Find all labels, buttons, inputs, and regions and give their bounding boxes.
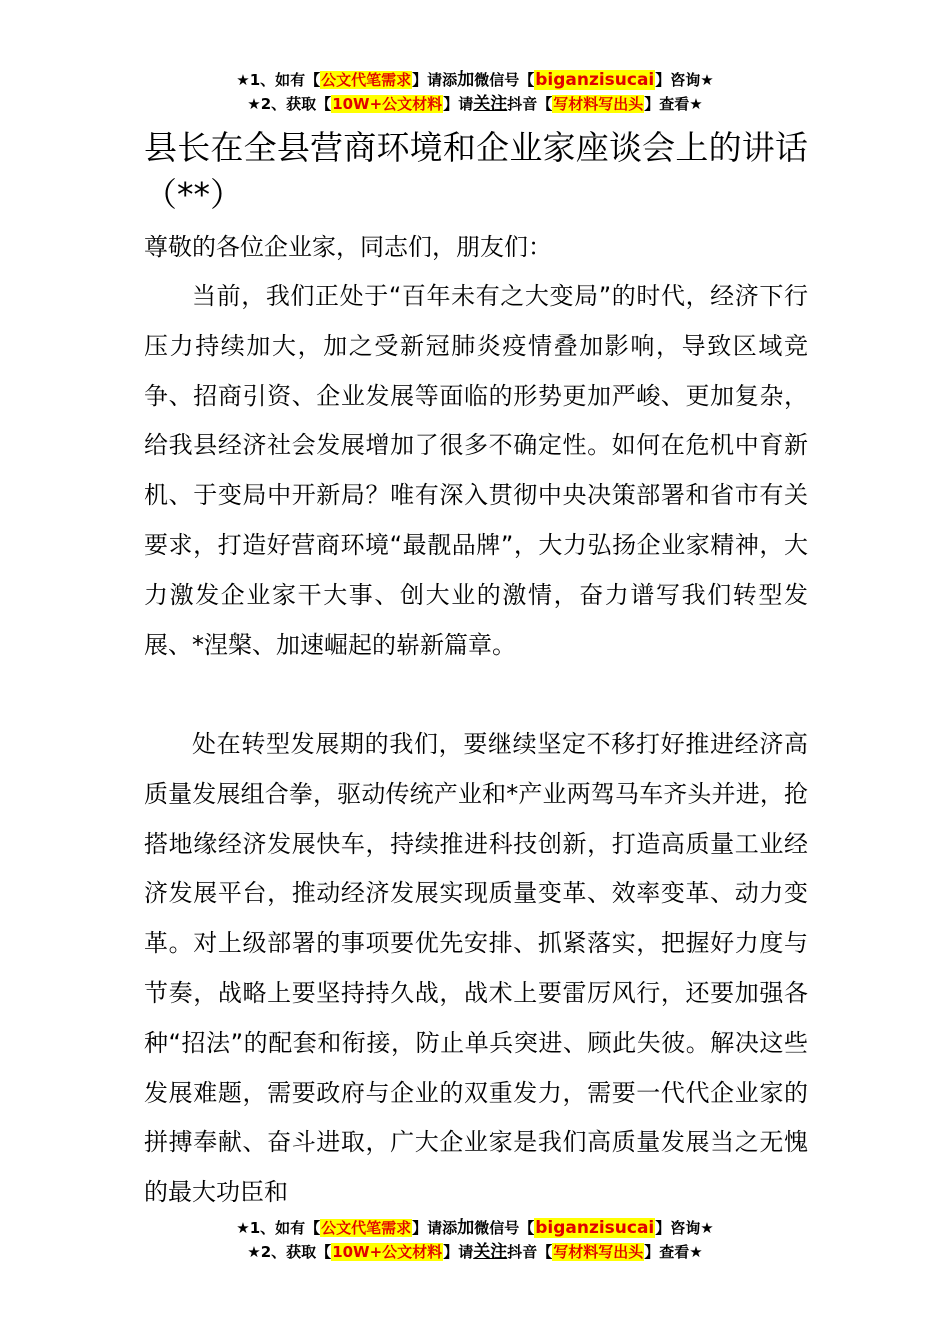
highlight-douyin: 写材料写出头 [553, 1243, 644, 1261]
document-title: 县长在全县营商环境和企业家座谈会上的讲话（**） [144, 128, 808, 214]
highlight-materials: 10W+公文材料 [332, 95, 443, 113]
highlight-service: 公文代笔需求 [321, 71, 412, 89]
banner-line-2: ★2、获取【10W+公文材料】请关注抖音【写材料写出头】查看★ [247, 1242, 703, 1262]
banner-line-2: ★2、获取【10W+公文材料】请关注抖音【写材料写出头】查看★ [247, 94, 703, 114]
greeting: 尊敬的各位企业家，同志们，朋友们： [144, 233, 552, 261]
banner-line-1: ★1、如有【公文代笔需求】请添加微信号【biganzisucai】咨询★ [236, 1218, 714, 1238]
paragraph-1: 当前，我们正处于“百年未有之大变局”的时代，经济下行压力持续加大，加之受新冠肺炎疫情叠加影响，导致区域竞争、招商引资、企业发展等面临的形势更加严峻、更加复杂，给我县经济社会发展增加了很多不确定性。如何在危机中育新机、于变局中开新局？唯有深入贯彻中央决策部署和省市有关要求，打造好营商环境“最靓品牌”，大力弘扬企业家精神，大力激发企业家干大事、创大业的激情，奋力谱写我们转型发展、*涅槃、加速崛起的崭新篇章。 [144, 282, 808, 659]
paragraph-2: 处在转型发展期的我们，要继续坚定不移打好推进经济高质量发展组合拳，驱动传统产业和*产业两驾马车齐头并进，抢搭地缘经济发展快车，持续推进科技创新，打造高质量工业经济发展平台，推动经济发展实现质量变革、效率变革、动力变革。对上级部署的事项要优先安排、抓紧落实，把握好力度与节奏，战略上要坚持持久战，战术上要雷厉风行，还要加强各种“招法”的配套和衔接，防止单兵突进、顾此失彼。解决这些发展难题，需要政府与企业的双重发力，需要一代代企业家的拼搏奉献、奋斗进取，广大企业家是我们高质量发展当之无愧的最大功臣和 [144, 730, 808, 1207]
highlight-douyin: 写材料写出头 [553, 95, 644, 113]
banner-line-1: ★1、如有【公文代笔需求】请添加微信号【biganzisucai】咨询★ [236, 70, 714, 90]
highlight-wechat-id: biganzisucai [535, 70, 655, 90]
header-banner [0, 68, 950, 116]
highlight-service: 公文代笔需求 [321, 1219, 412, 1237]
footer-banner [0, 1216, 950, 1264]
highlight-materials: 10W+公文材料 [332, 1243, 443, 1261]
highlight-wechat-id: biganzisucai [535, 1218, 655, 1238]
